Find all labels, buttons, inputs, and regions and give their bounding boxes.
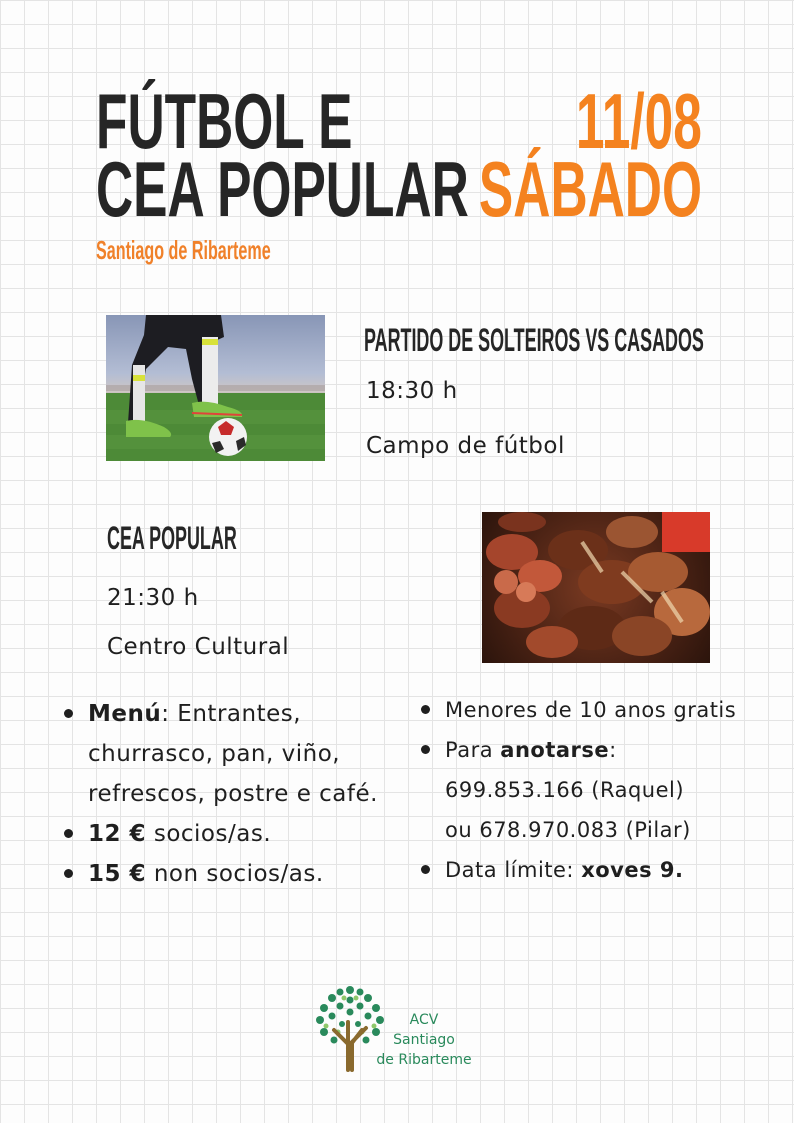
org-name-line1: ACV (409, 1012, 439, 1028)
acv-logo (312, 982, 492, 1074)
signup-prefix: Para (445, 738, 501, 762)
title-line-2: CEA POPULAR (96, 145, 469, 233)
signup-colon: : (609, 738, 617, 762)
price-members: 12 € (88, 821, 147, 847)
football-time: 18:30 h (366, 378, 458, 404)
title-line-1: FÚTBOL E (96, 77, 353, 165)
price-non-members: 15 € (88, 861, 147, 887)
signup-label: anotarse (500, 738, 610, 762)
grilled-meat-photo (482, 512, 710, 663)
menu-text: : Entrantes, churrasco, pan, viño, refrescos, postre e café. (88, 701, 378, 807)
dinner-time: 21:30 h (107, 585, 199, 611)
org-name (364, 1010, 484, 1070)
dinner-heading: CEA POPULAR (107, 520, 237, 556)
football-place: Campo de fútbol (366, 433, 565, 459)
location-subtitle: Santiago de Ribarteme (96, 235, 271, 265)
price-members-text: socios/as. (146, 821, 272, 847)
menu-item (62, 694, 382, 814)
signup-item (419, 730, 739, 850)
price-members-item (62, 814, 382, 854)
football-photo (106, 315, 325, 461)
deadline-item (419, 850, 739, 890)
event-date: 11/08 (576, 77, 702, 165)
contact-pilar: ou 678.970.083 (Pilar) (445, 818, 691, 842)
menu-label: Menú (88, 701, 162, 727)
org-name-line2: Santiago (393, 1032, 455, 1048)
price-non-members-text: non socios/as. (146, 861, 324, 887)
contact-raquel: 699.853.166 (Raquel) (445, 778, 685, 802)
registration-info-list (419, 690, 739, 890)
deadline-value: xoves 9. (581, 858, 684, 882)
event-weekday: SÁBADO (478, 145, 702, 233)
deadline-prefix: Data límite: (445, 858, 582, 882)
price-non-members-item (62, 854, 382, 894)
dinner-place: Centro Cultural (107, 634, 290, 660)
football-heading: PARTIDO DE SOLTEIROS VS CASADOS (364, 322, 704, 358)
menu-price-list (62, 694, 382, 894)
minors-item: Menores de 10 anos gratis (419, 690, 739, 730)
org-name-line3: de Ribarteme (376, 1052, 472, 1068)
